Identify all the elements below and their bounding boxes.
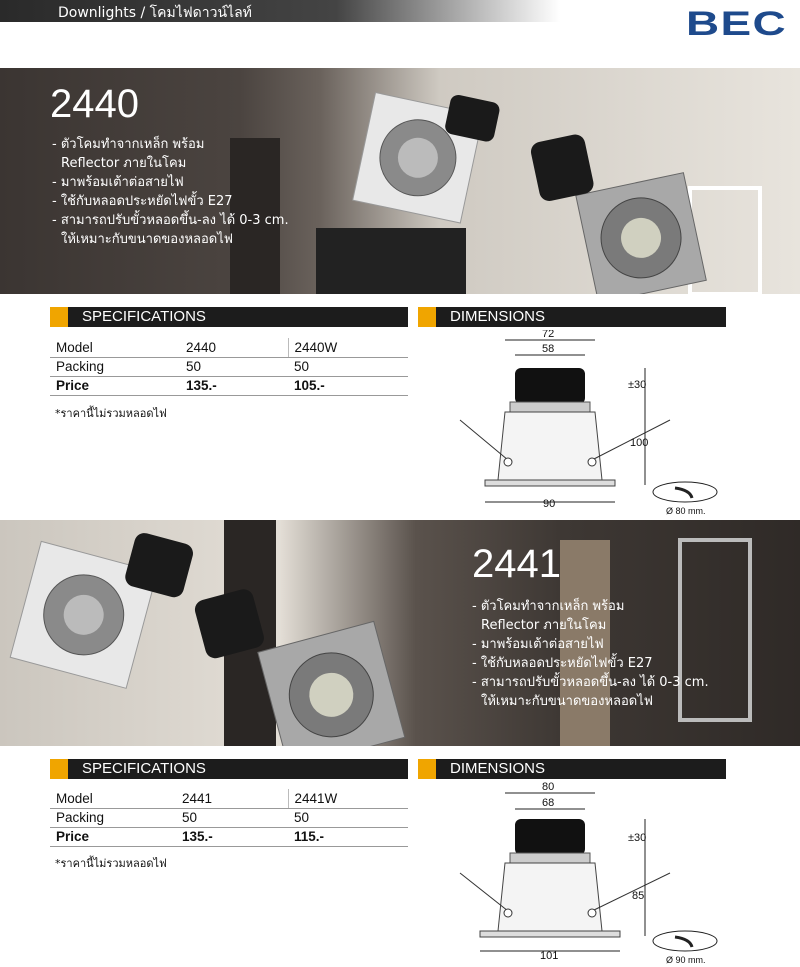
table-cell: 135.-: [176, 827, 288, 846]
specifications-header: SPECIFICATIONS: [50, 307, 408, 327]
feature-list: [52, 135, 289, 249]
feature-line: ให้เหมาะกับขนาดของหลอดไฟ: [61, 232, 233, 247]
table-cell: 135.-: [180, 376, 288, 395]
spec-table: [50, 338, 408, 396]
dim-width: 90: [543, 498, 556, 510]
table-cell: 115.-: [288, 827, 408, 846]
feature-list: [472, 597, 709, 711]
table-row: [50, 827, 408, 846]
table-cell: 50: [288, 357, 408, 376]
spec-table: [50, 789, 408, 847]
dim-cutout: Ø 80 mm.: [666, 506, 706, 516]
table-row: [50, 376, 408, 395]
dimensions-header: DIMENSIONS: [418, 759, 726, 779]
brand-logo: BEC: [686, 5, 787, 43]
table-cell: Price: [50, 376, 180, 395]
header-bar: [0, 0, 560, 22]
feature-line: - ตัวโคมทำจากเหล็ก พร้อม: [52, 137, 205, 152]
feature-line: - ใช้กับหลอดประหยัดไฟขั้ว E27: [52, 194, 233, 209]
table-cell: 105.-: [288, 376, 408, 395]
table-cell: Price: [50, 827, 176, 846]
dim-outer: 72: [542, 330, 555, 340]
dimensions-header: DIMENSIONS: [418, 307, 726, 327]
table-row: [50, 338, 408, 357]
page-title: Downlights / โคมไฟดาวน์ไลท์: [58, 5, 252, 21]
feature-line: Reflector ภายในโคม: [61, 156, 187, 171]
dimension-diagram: [440, 330, 740, 520]
table-cell: 50: [288, 808, 408, 827]
dim-height: 100: [630, 437, 649, 449]
table-cell: 50: [176, 808, 288, 827]
dim-outer: 80: [542, 781, 555, 793]
dim-inner: 68: [542, 797, 555, 809]
dim-width: 101: [540, 950, 559, 962]
table-row: [50, 808, 408, 827]
table-cell: 2441: [176, 789, 288, 808]
table-cell: Packing: [50, 808, 176, 827]
feature-line: - ใช้กับหลอดประหยัดไฟขั้ว E27: [472, 656, 653, 671]
dim-cutout: Ø 90 mm.: [666, 955, 706, 965]
table-cell: Model: [50, 789, 176, 808]
feature-line: - สามารถปรับขั้วหลอดขึ้น-ลง ได้ 0-3 cm.: [52, 213, 289, 228]
dim-adjust: ±30: [628, 832, 647, 844]
dim-height: 85: [632, 890, 645, 902]
feature-line: - ตัวโคมทำจากเหล็ก พร้อม: [472, 599, 625, 614]
table-cell: Model: [50, 338, 180, 357]
product-photo-2440: [0, 68, 800, 294]
price-note: *ราคานี้ไม่รวมหลอดไฟ: [55, 857, 167, 870]
table-cell: 2440W: [288, 338, 408, 357]
feature-line: - สามารถปรับขั้วหลอดขึ้น-ลง ได้ 0-3 cm.: [472, 675, 709, 690]
model-number: 2441: [472, 542, 561, 586]
table-row: [50, 789, 408, 808]
table-cell: 50: [180, 357, 288, 376]
dimension-diagram: [440, 781, 740, 967]
dim-adjust: ±30: [628, 379, 647, 391]
feature-line: Reflector ภายในโคม: [481, 618, 607, 633]
table-cell: Packing: [50, 357, 180, 376]
table-row: [50, 357, 408, 376]
feature-line: - มาพร้อมเต้าต่อสายไฟ: [472, 637, 604, 652]
specifications-header: SPECIFICATIONS: [50, 759, 408, 779]
table-cell: 2440: [180, 338, 288, 357]
dim-inner: 58: [542, 343, 555, 355]
table-cell: 2441W: [288, 789, 408, 808]
product-photo-2441: [0, 520, 800, 746]
model-number: 2440: [50, 82, 139, 126]
price-note: *ราคานี้ไม่รวมหลอดไฟ: [55, 407, 167, 420]
feature-line: ให้เหมาะกับขนาดของหลอดไฟ: [481, 694, 653, 709]
feature-line: - มาพร้อมเต้าต่อสายไฟ: [52, 175, 184, 190]
